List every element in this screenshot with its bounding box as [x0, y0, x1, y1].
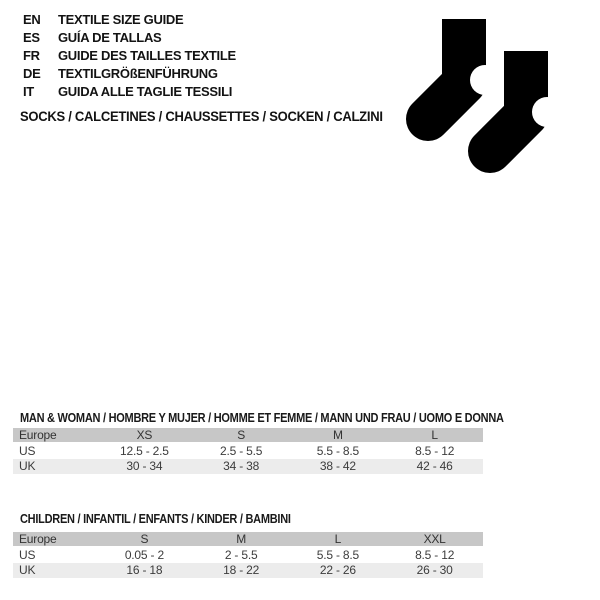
header-cell-size: M	[236, 532, 247, 546]
row-label-cell: UK	[19, 459, 36, 473]
table-title-man-woman: MAN & WOMAN / HOMBRE Y MUJER / HOMME ET FEMME / MANN UND FRAU / UOMO E DONNA	[20, 411, 504, 425]
lang-label: GUIDE DES TAILLES TEXTILE	[58, 48, 236, 63]
size-cell: 12.5 - 2.5	[120, 444, 169, 458]
size-cell: 16 - 18	[126, 563, 163, 577]
table-row-us	[13, 548, 483, 563]
header-cell-size: L	[334, 532, 342, 546]
lang-label: TEXTILGRÖßENFÜHRUNG	[58, 66, 218, 81]
table-header-row	[13, 428, 483, 442]
header-cell-size: XXL	[423, 532, 446, 546]
size-cell: 8.5 - 12	[415, 548, 455, 562]
lang-row-de	[23, 65, 236, 83]
row-label-cell: US	[19, 548, 36, 562]
size-cell: 8.5 - 12	[415, 444, 455, 458]
header-cell-size: XS	[136, 428, 153, 442]
table-row-uk	[13, 459, 483, 474]
lang-row-en	[23, 11, 236, 29]
size-table-man-woman	[13, 428, 483, 474]
table-header-row	[13, 532, 483, 546]
lang-label: TEXTILE SIZE GUIDE	[58, 12, 184, 27]
header-cell-region: Europe	[19, 428, 57, 442]
size-cell: 42 - 46	[416, 459, 453, 473]
table-row-uk	[13, 563, 483, 578]
table-row-us	[13, 444, 483, 459]
socks-icon	[404, 12, 559, 174]
header-cell-region: Europe	[19, 532, 57, 546]
size-cell: 0.05 - 2	[124, 548, 164, 562]
lang-label: GUIDA ALLE TAGLIE TESSILI	[58, 84, 233, 99]
row-label-cell: UK	[19, 563, 36, 577]
size-cell: 34 - 38	[223, 459, 260, 473]
size-cell: 2.5 - 5.5	[220, 444, 263, 458]
size-table-children	[13, 532, 483, 578]
lang-code: FR	[23, 48, 40, 63]
lang-code: DE	[23, 66, 41, 81]
size-cell: 5.5 - 8.5	[316, 548, 359, 562]
row-label-cell: US	[19, 444, 36, 458]
header-cell-size: M	[332, 428, 343, 442]
lang-label: GUÍA DE TALLAS	[58, 30, 162, 45]
header-cell-size: L	[431, 428, 438, 442]
lang-code: EN	[23, 12, 41, 27]
size-cell: 18 - 22	[223, 563, 260, 577]
language-guide-list	[23, 11, 236, 101]
table-title-children: CHILDREN / INFANTIL / ENFANTS / KINDER / BAMBINI	[20, 512, 291, 526]
lang-row-es	[23, 29, 236, 47]
lang-code: IT	[23, 84, 34, 99]
header-cell-size: S	[237, 428, 246, 442]
header-cell-size: S	[140, 532, 149, 546]
lang-row-it	[23, 83, 236, 101]
size-cell: 26 - 30	[416, 563, 453, 577]
lang-code: ES	[23, 30, 40, 45]
category-title: SOCKS / CALCETINES / CHAUSSETTES / SOCKEN / CALZINI	[20, 108, 383, 124]
size-cell: 30 - 34	[126, 459, 163, 473]
size-cell: 22 - 26	[319, 563, 356, 577]
size-cell: 5.5 - 8.5	[316, 444, 359, 458]
size-cell: 2 - 5.5	[224, 548, 258, 562]
lang-row-fr	[23, 47, 236, 65]
size-cell: 38 - 42	[319, 459, 356, 473]
